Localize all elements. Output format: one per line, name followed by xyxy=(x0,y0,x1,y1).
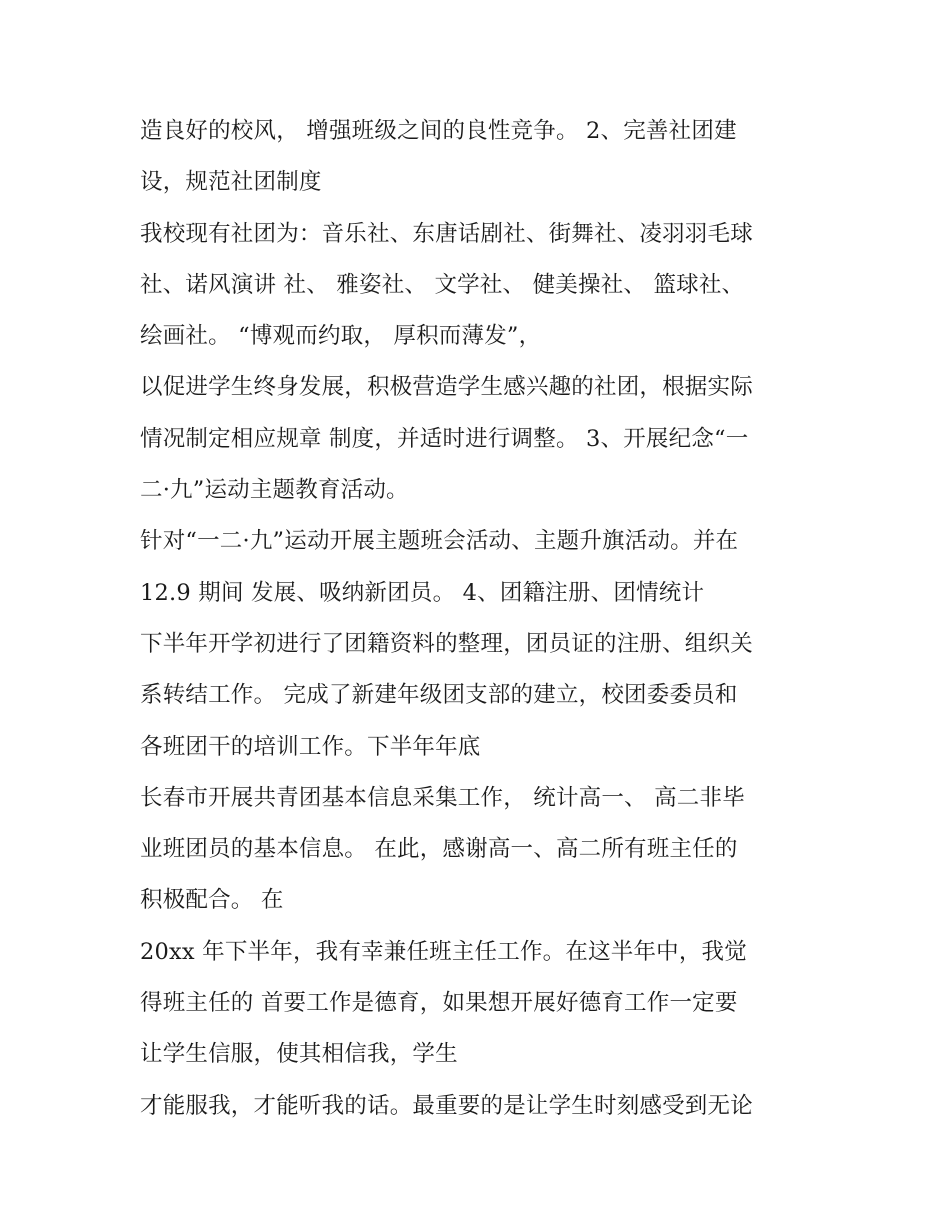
body-text xyxy=(140,106,820,1132)
text-line: 二·九”运动主题教育活动。 xyxy=(140,477,409,504)
text-line: 才能服我，才能听我的话。最重要的是让学生时刻感受到无论 xyxy=(140,1092,753,1119)
text-line: 设，规范社团制度 xyxy=(140,169,322,196)
text-line: 业班团员的基本信息。 在此，感谢高一、高二所有班主任的 xyxy=(140,836,738,863)
text-line: 下半年开学初进行了团籍资料的整理，团员证的注册、组织关 xyxy=(140,630,753,657)
text-line: 以促进学生终身发展，积极营造学生感兴趣的社团，根据实际 xyxy=(140,374,753,401)
text-line: 情况制定相应规章 制度，并适时进行调整。 3、开展纪念“一 xyxy=(140,425,749,452)
text-line: 绘画社。 “博观而约取， 厚积而薄发”， xyxy=(140,323,542,350)
text-line: 我校现有社团为：音乐社、东唐话剧社、街舞社、凌羽羽毛球 xyxy=(140,220,753,247)
text-line: 针对“一二·九”运动开展主题班会活动、主题升旗活动。并在 xyxy=(140,528,739,555)
text-line: 12.9 期间 发展、吸纳新团员。 4、团籍注册、团情统计 xyxy=(140,579,705,606)
text-line: 长春市开展共青团基本信息采集工作， 统计高一、 高二非毕 xyxy=(140,784,745,811)
text-line: 20xx 年下半年，我有幸兼任班主任工作。在这半年中，我觉 xyxy=(140,938,747,965)
text-line: 让学生信服，使其相信我，学生 xyxy=(140,1041,458,1068)
text-line: 系转结工作。 完成了新建年级团支部的建立，校团委委员和 xyxy=(140,682,738,709)
text-line: 得班主任的 首要工作是德育，如果想开展好德育工作一定要 xyxy=(140,990,738,1017)
text-line: 社、诺风演讲 社、 雅姿社、 文学社、 健美操社、 篮球社、 xyxy=(140,271,745,298)
text-line: 各班团干的培训工作。下半年年底 xyxy=(140,733,481,760)
text-line: 造良好的校风， 增强班级之间的良性竞争。 2、完善社团建 xyxy=(140,118,737,144)
text-line: 积极配合。 在 xyxy=(140,887,284,914)
